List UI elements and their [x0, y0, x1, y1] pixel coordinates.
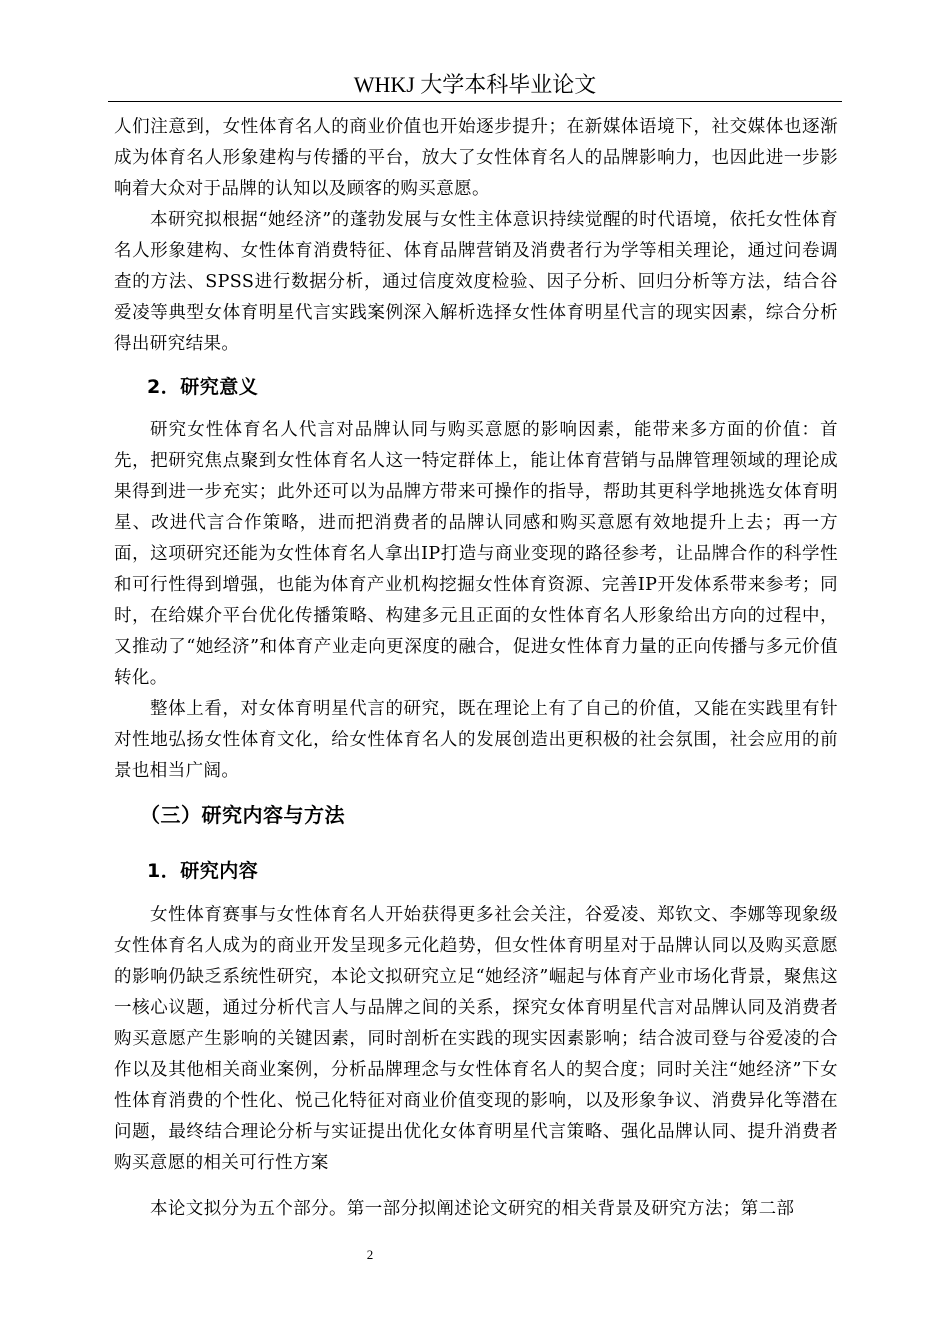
paragraph-significance: 研究女性体育名人代言对品牌认同与购买意愿的影响因素，能带来多方面的价值：首先，把研究焦点聚到女性体育名人这一特定群体上，能让体育营销与品牌管理领域的理论成果得到进一步充实；此外还可以为品牌方带来可操作的指导，帮助其更科学地挑选女体育明星、改进代言合作策略，进而把消费者的品牌认同感和购买意愿有效地提升上去；再一方面，这项研究还能为女性体育名人拿出IP打造与商业变现的路径参考，让品牌合作的科学性和可行性得到增强，也能为体育产业机构挖掘女性体育资源、完善IP开发体系带来参考；同时，在给媒介平台优化传播策略、构建多元且正面的女性体育名人形象给出方向的过程中，又推动了“她经济”和体育产业走向更深度的融合，促进女性体育力量的正向传播与多元价值转化。: [114, 420, 838, 688]
paragraph-content: 女性体育赛事与女性体育名人开始获得更多社会关注，谷爱凌、郑钦文、李娜等现象级女性体育名人成为的商业开发呈现多元化趋势，但女性体育明星对于品牌认同以及购买意愿的影响仍缺乏系统性研究，本论文拟研究立足“她经济”崛起与体育产业市场化背景，聚焦这一核心议题，通过分析代言人与品牌之间的关系，探究女体育明星代言对品牌认同及消费者购买意愿产生影响的关键因素，同时剖析在实践的现实因素影响；结合波司登与谷爱凌的合作以及其他相关商业案例，分析品牌理念与女性体育名人的契合度；同时关注“她经济”下女性体育消费的个性化、悦己化特征对商业价值变现的影响，以及形象争议、消费异化等潜在问题，最终结合理论分析与实证提出优化女体育明星代言策略、强化品牌认同、提升消费者购买意愿的相关可行性方案: [114, 905, 838, 1173]
section-heading-content-methods: （三）研究内容与方法: [140, 803, 345, 827]
page-number: 2: [366, 1247, 374, 1262]
header-divider: [108, 101, 842, 102]
paragraph-research-plan: 本研究拟根据“她经济”的蓬勃发展与女性主体意识持续觉醒的时代语境，依托女性体育名人形象建构、女性体育消费特征、体育品牌营销及消费者行为学等相关理论，通过问卷调查的方法、SPSS进行数据分析，通过信度效度检验、因子分析、回归分析等方法，结合谷爱凌等典型女体育明星代言实践案例深入解析选择女性体育明星代言的现实因素，综合分析得出研究结果。: [114, 210, 838, 354]
paragraph-overall: 整体上看，对女体育明星代言的研究，既在理论上有了自己的价值，又能在实践里有针对性地弘扬女性体育文化，给女性体育名人的发展创造出更积极的社会氛围，社会应用的前景也相当广阔。: [114, 699, 838, 781]
section-heading-content: 1．研究内容: [147, 860, 259, 882]
paragraph-continuation: 人们注意到，女性体育名人的商业价值也开始逐步提升；在新媒体语境下，社交媒体也逐渐成为体育名人形象建构与传播的平台，放大了女性体育名人的品牌影响力，也因此进一步影响着大众对于品牌的认知以及顾客的购买意愿。: [114, 117, 838, 199]
paragraph-structure: 本论文拟分为五个部分。第一部分拟阐述论文研究的相关背景及研究方法；第二部: [150, 1199, 795, 1219]
running-header-title: WHKJ 大学本科毕业论文: [353, 72, 597, 97]
section-heading-significance: 2．研究意义: [147, 376, 259, 398]
